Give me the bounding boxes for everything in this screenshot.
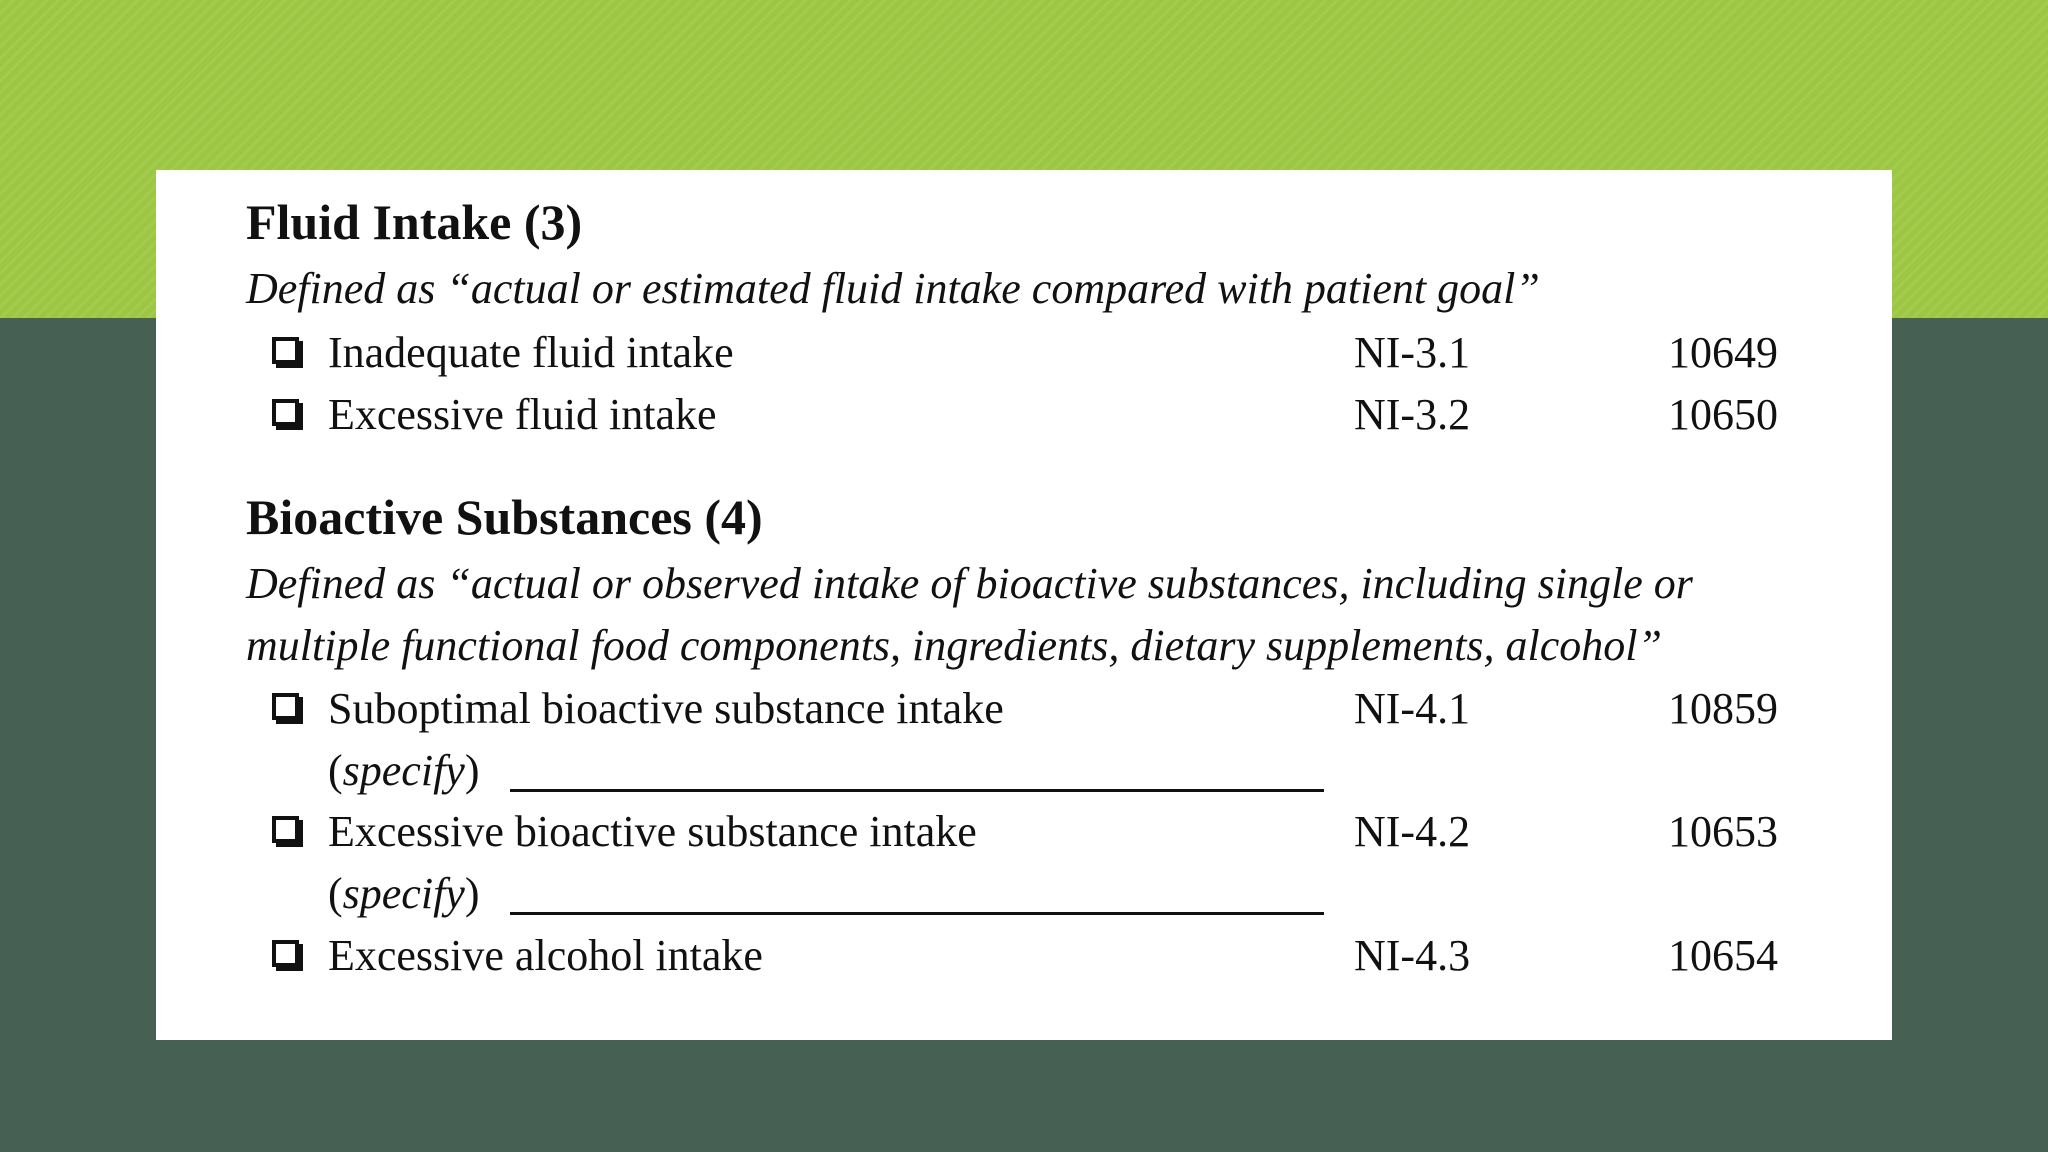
item-code: NI-4.2 — [1354, 807, 1471, 856]
specify-input-excessive[interactable] — [510, 867, 1324, 913]
item-number: 10653 — [1668, 807, 1778, 856]
specify-label: (specify) — [328, 869, 480, 918]
list-item-excessive-bioactive-substance-intake — [156, 801, 1892, 863]
item-code: NI-4.3 — [1354, 931, 1471, 980]
section-definition-line-1: Defined as “actual or observed intake of bioactive substances, including single or — [246, 559, 1693, 608]
specify-input-suboptimal[interactable] — [510, 744, 1324, 790]
item-code: NI-3.1 — [1354, 328, 1471, 377]
checkbox-suboptimal-bioactive-substance-intake[interactable] — [272, 693, 299, 720]
item-number: 10654 — [1668, 931, 1778, 980]
item-label: Excessive alcohol intake — [328, 931, 763, 980]
item-label: Suboptimal bioactive substance intake — [328, 684, 1004, 733]
item-code: NI-3.2 — [1354, 390, 1471, 439]
specify-field-suboptimal — [328, 740, 1328, 802]
list-item-inadequate-fluid-intake — [156, 322, 1892, 384]
checkbox-inadequate-fluid-intake[interactable] — [272, 337, 299, 364]
list-item-excessive-fluid-intake — [156, 384, 1892, 446]
item-label: Excessive fluid intake — [328, 390, 717, 439]
list-item-excessive-alcohol-intake — [156, 925, 1892, 987]
checkbox-excessive-fluid-intake[interactable] — [272, 399, 299, 426]
item-label: Excessive bioactive substance intake — [328, 807, 977, 856]
specify-field-excessive — [328, 863, 1328, 925]
document-panel — [156, 170, 1892, 1040]
checkbox-excessive-alcohol-intake[interactable] — [272, 940, 299, 967]
section-definition-line-2: multiple functional food components, ingredients, dietary supplements, alcohol” — [246, 621, 1662, 670]
item-label: Inadequate fluid intake — [328, 328, 734, 377]
section-heading-fluid-intake: Fluid Intake (3) — [246, 194, 583, 250]
item-code: NI-4.1 — [1354, 684, 1471, 733]
item-number: 10650 — [1668, 390, 1778, 439]
section-heading-bioactive-substances: Bioactive Substances (4) — [246, 489, 763, 545]
checkbox-excessive-bioactive-substance-intake[interactable] — [272, 816, 299, 843]
specify-label: (specify) — [328, 746, 480, 795]
section-definition-fluid-intake: Defined as “actual or estimated fluid intake compared with patient goal” — [246, 264, 1540, 313]
item-number: 10859 — [1668, 684, 1778, 733]
list-item-suboptimal-bioactive-substance-intake — [156, 678, 1892, 740]
item-number: 10649 — [1668, 328, 1778, 377]
